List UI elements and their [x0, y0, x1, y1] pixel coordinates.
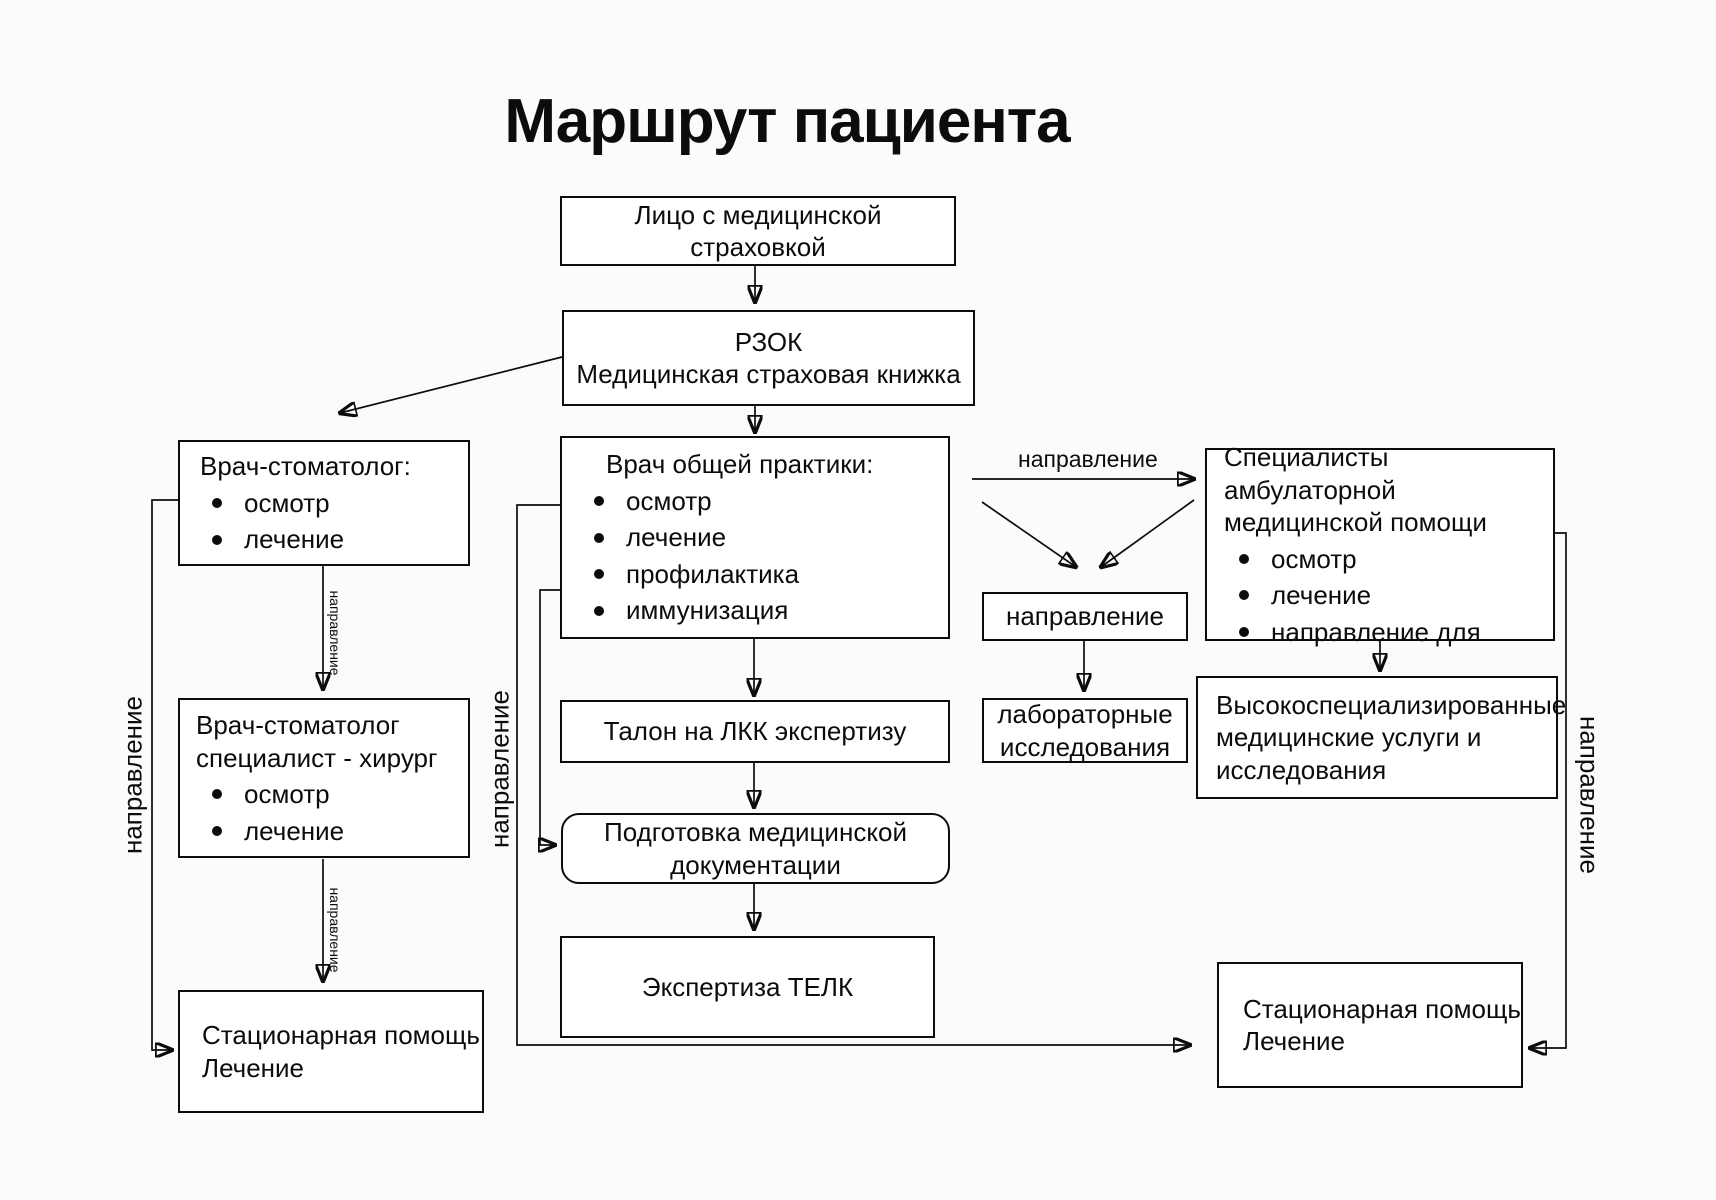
direction-label-left-vertical: направление	[117, 695, 148, 855]
direction-label-gp-to-specialists: направление	[1018, 446, 1158, 472]
node-gp	[560, 436, 950, 639]
node-line: исследования	[999, 731, 1171, 762]
connector-gp-to-docs	[540, 590, 560, 845]
bullet-icon	[1239, 590, 1249, 600]
direction-label-right-vertical: направление	[1574, 715, 1605, 875]
direction-label-center-vertical: направление	[484, 689, 515, 849]
node-title: Врач-стоматолог:	[200, 451, 411, 482]
bullet-item: осмотр	[212, 778, 330, 811]
bullet-item: лечение	[212, 815, 344, 848]
node-insured-person	[560, 196, 956, 266]
bullet-item: направление для	[1239, 616, 1481, 649]
bullet-icon	[212, 789, 222, 799]
node-inpatient-left	[178, 990, 484, 1113]
node-line: Лицо с медицинской	[634, 199, 882, 230]
node-title: амбулаторной	[1224, 474, 1396, 505]
node-line: медицинские услуги и	[1216, 722, 1482, 753]
node-line: РЗОК	[734, 326, 803, 357]
node-line: Медицинская страховая книжка	[576, 359, 961, 389]
node-line: Стационарная помощь	[1243, 993, 1521, 1024]
bullet-item: лечение	[212, 523, 344, 556]
bullet-item: осмотр	[1239, 543, 1357, 576]
direction-label-dentist-arrow-lower: направление	[327, 887, 343, 973]
node-inpatient-right	[1217, 962, 1523, 1088]
node-line: Стационарная помощь	[202, 1020, 480, 1050]
node-specialists	[1205, 442, 1555, 647]
node-hi-spec-services	[1196, 676, 1567, 799]
node-line: лабораторные	[997, 699, 1173, 729]
direction-label-dentist-arrow-upper: направление	[327, 590, 343, 676]
connector-dentist-to-inpatient-left	[152, 500, 178, 1050]
node-telk-expertise	[560, 936, 935, 1038]
node-line: направление	[1005, 601, 1164, 632]
node-title: Специалисты	[1224, 442, 1389, 472]
node-line: исследования	[1216, 754, 1387, 785]
bullet-icon	[594, 533, 604, 543]
node-title: Врач-стоматолог	[196, 710, 400, 740]
node-line: документации	[670, 849, 841, 880]
bullet-icon	[212, 826, 222, 836]
node-dentist	[178, 440, 470, 566]
node-lab-tests	[982, 698, 1188, 763]
bullet-item: лечение	[1239, 579, 1371, 612]
arrow-diagonal-right-to-referral	[1101, 500, 1194, 567]
arrow-diagonal-left-to-referral	[982, 502, 1076, 567]
node-line: Высокоспециализированные	[1216, 689, 1567, 720]
node-dentist-surgeon	[178, 698, 470, 858]
node-rzok	[562, 310, 975, 406]
bullet-icon	[594, 606, 604, 616]
arrow-rzok-to-dentist	[340, 357, 562, 413]
bullet-item: иммунизация	[594, 594, 788, 627]
node-line: страховкой	[690, 232, 826, 262]
node-referral	[982, 592, 1188, 641]
bullet-icon	[594, 496, 604, 506]
bullet-icon	[212, 498, 222, 508]
bullet-item: осмотр	[212, 487, 330, 520]
bullet-icon	[1239, 554, 1249, 564]
bullet-icon	[1239, 627, 1249, 637]
node-line: Талон на ЛКК экспертизу	[603, 716, 907, 747]
node-talon	[560, 700, 950, 763]
bullet-item: профилактика	[594, 558, 799, 591]
bullet-item: лечение	[594, 521, 726, 554]
node-line: Экспертиза ТЕЛК	[641, 971, 854, 1002]
node-line: Лечение	[202, 1052, 305, 1083]
node-line: Подготовка медицинской	[604, 817, 907, 847]
bullet-icon	[212, 535, 222, 545]
node-title: Врач общей практики:	[606, 449, 874, 480]
bullet-icon	[594, 569, 604, 579]
node-docs-preparation	[561, 813, 950, 884]
node-title: медицинской помощи	[1224, 507, 1487, 537]
bullet-item: осмотр	[594, 485, 712, 518]
node-title: специалист - хирург	[196, 742, 438, 773]
page-title: Маршрут пациента	[504, 87, 1070, 156]
node-line: Лечение	[1243, 1026, 1346, 1056]
